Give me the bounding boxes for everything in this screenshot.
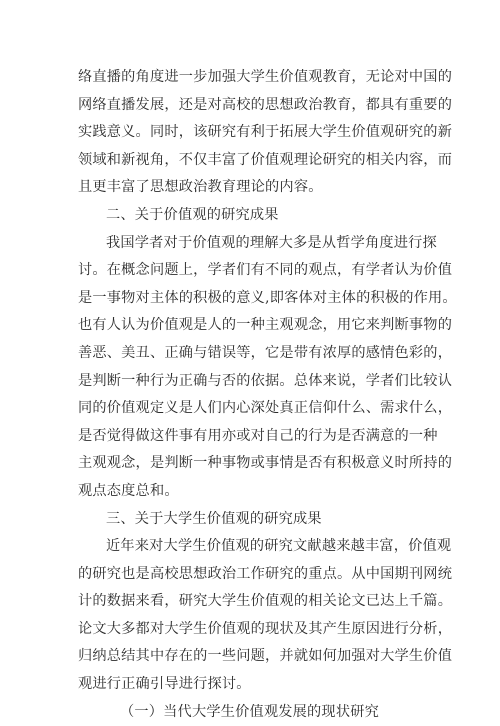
text-line: 同的价值观定义是人们内心深处真正信仰什么、需求什么， [78, 400, 453, 417]
text-line: 观点态度总和。 [78, 482, 179, 499]
text-line: 实践意义。同时，该研究有利于拓展大学生价值观研究的新 [78, 124, 453, 141]
section-heading-2: 二、关于价值观的研究成果 [106, 206, 279, 223]
text-line: 是一事物对主体的积极的意义,即客体对主体的积极的作用。 [78, 289, 457, 306]
text-line: 是否觉得做这件事有用亦或对自己的行为是否满意的一种 [78, 427, 438, 444]
text-line: 善恶、美丑、正确与错误等，它是带有浓厚的感情色彩的， [78, 344, 453, 361]
text-line: 计的数据来看，研究大学生价值观的相关论文已达上千篇。 [78, 593, 453, 610]
text-line: 的研究也是高校思想政治工作研究的重点。从中国期刊网统 [78, 565, 453, 582]
text-line: 是判断一种行为正确与否的依据。总体来说，学者们比较认 [78, 372, 453, 389]
subsection-heading-1: （一）当代大学生价值观发展的现状研究 [120, 703, 379, 720]
text-line: 领域和新视角，不仅丰富了价值观理论研究的相关内容，而 [78, 151, 453, 168]
paragraph-intro-continued [78, 64, 453, 202]
text-line: 归纳总结其中存在的一些问题，并就如何加强对大学生价值 [78, 648, 453, 665]
text-line: 网络直播发展，还是对高校的思想政治教育，都具有重要的 [78, 96, 453, 113]
text-line: 且更丰富了思想政治教育理论的内容。 [78, 179, 323, 196]
text-line: 讨。在概念问题上，学者们有不同的观点，有学者认为价值 [78, 262, 453, 279]
text-line: 主观观念，是判断一种事物或事情是否有积极意义时所持的 [78, 455, 453, 472]
paragraph-value-research [78, 230, 457, 506]
text-line: 近年来对大学生价值观的研究文献越来越丰富，价值观 [106, 538, 452, 555]
text-line: 络直播的角度进一步加强大学生价值观教育，无论对中国的 [78, 69, 453, 85]
paragraph-student-value-research [78, 533, 453, 699]
text-line: 也有人认为价值观是人的一种主观观念，用它来判断事物的 [78, 317, 453, 334]
text-line: 我国学者对于价值观的理解大多是从哲学角度进行探 [106, 234, 437, 251]
document-page [78, 64, 457, 726]
text-line: 论文大多都对大学生价值观的现状及其产生原因进行分析， [78, 620, 453, 637]
section-heading-3: 三、关于大学生价值观的研究成果 [106, 510, 322, 527]
text-line: 观进行正确引导进行探讨。 [78, 676, 251, 693]
